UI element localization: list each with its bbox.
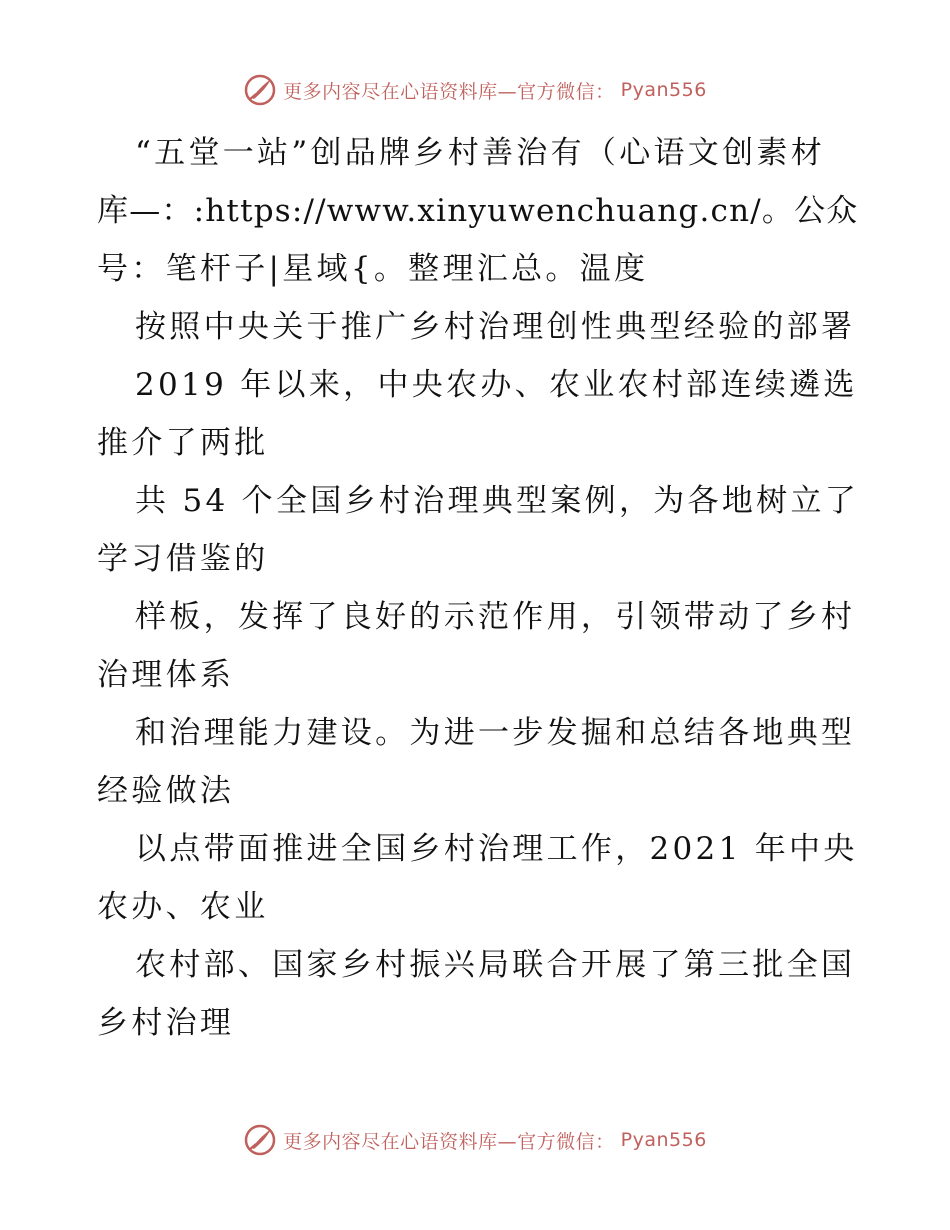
footer-watermark: [0, 1120, 950, 1160]
watermark-text: 更多内容尽在心语资料库—官方微信：: [283, 80, 615, 103]
feather-quill-logo-icon: [243, 73, 277, 107]
text-line: 和治理能力建设。为进一步发掘和总结各地典型: [135, 715, 856, 751]
text-line: 学习借鉴的: [97, 541, 269, 577]
text-line: 共 54 个全国乡村治理典型案例，为各地树立了: [135, 483, 860, 519]
text-line: 治理体系: [97, 657, 235, 693]
text-line: 乡村治理: [97, 1005, 235, 1041]
watermark-wechat-id: Pyan556: [620, 1129, 707, 1151]
text-line: 经验做法: [97, 773, 235, 809]
watermark-text: 更多内容尽在心语资料库—官方微信：: [283, 1130, 615, 1153]
feather-quill-logo-icon: [243, 1123, 277, 1157]
text-line: 库—：:https://www.xinyuwenchuang.cn/。公众: [97, 193, 859, 229]
text-line: “五堂一站”创品牌乡村善治有（心语文创素材: [135, 135, 825, 171]
text-line: 按照中央关于推广乡村治理创性典型经验的部署: [135, 309, 856, 345]
text-line: 2019 年以来，中央农办、农业农村部连续遴选: [135, 367, 858, 403]
text-line: 农办、农业: [97, 889, 269, 925]
text-line: 样板，发挥了良好的示范作用，引领带动了乡村: [135, 599, 856, 635]
header-watermark: [0, 70, 950, 110]
text-line: 以点带面推进全国乡村治理工作，2021 年中央: [135, 831, 858, 867]
text-line: 推介了两批: [97, 425, 269, 461]
text-line: 号：笔杆子|星域{。整理汇总。温度: [97, 251, 649, 287]
watermark-wechat-id: Pyan556: [620, 79, 707, 101]
text-line: 农村部、国家乡村振兴局联合开展了第三批全国: [135, 947, 856, 983]
document-body: [97, 124, 860, 1052]
